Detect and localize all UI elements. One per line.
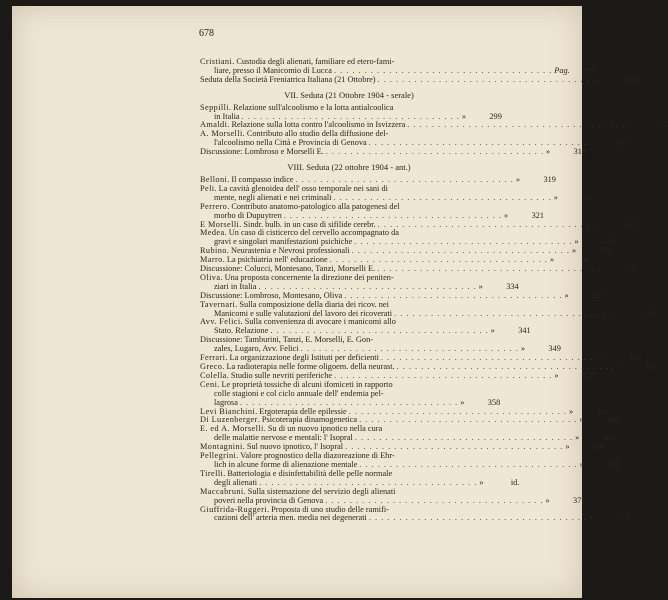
author-name: E Morselli: [200, 219, 240, 229]
dot-leader: . . . . . . . . . . . . . . . . . . . . . . . . . . . . . . . . . . . .: [333, 192, 552, 202]
author-name: E. ed A. Morselli: [200, 424, 264, 434]
book-page: [12, 6, 668, 598]
entry-title-line: Una proposta concernente la direzione dei peniten-: [224, 272, 394, 282]
dot-leader: . . . . . . . . . . . . . . . . . . . . . . . . . . . . . . . . . . . .: [368, 138, 587, 148]
author-name: Greco: [200, 362, 223, 371]
author-name: Rubino: [200, 246, 227, 256]
entry-title-line: morbo di Dupuytren: [214, 210, 282, 220]
toc-entry: Marro. La psichiatria nell' educazione . . . . . . . . . . . . . . . . . . . . . . . . . . . . . . . . . . . . » id.: [200, 255, 590, 265]
entry-title-line: gravi e singolari manifestazioni psichiche: [214, 237, 353, 247]
entry-title-line: Contributo allo studio della diffusione del-: [246, 129, 389, 139]
entry-title-line: delle malattie nervose e mentali: l' Isopral: [214, 433, 353, 443]
author-name: Cristiani: [200, 57, 233, 66]
entry-page-number: 335: [592, 290, 605, 300]
entry-title-line: lagrosa: [214, 397, 238, 407]
entry-title-line: mente, negli alienati e nei criminali: [214, 192, 332, 202]
page-marker: »: [579, 415, 584, 425]
author-name: Avv. Felici: [200, 317, 241, 327]
entry-title-line: liare, presso il Manicomio di Lucca: [214, 65, 332, 75]
dot-leader: . . . . . . . . . . . . . . . . . . . . . . . . . . . . . . . . . . . .: [325, 495, 544, 505]
page-marker: »: [575, 433, 580, 443]
entry-title-line: ziari in Italia: [214, 281, 257, 291]
toc-entry: Medea. Un caso di cisticerco del cervello accompagnato da gravi e singolari manifestazioni psichiche . . . . . . . . . . . . . . . . . . . . . . . . . . . . . . . . . . . . » 326: [200, 228, 615, 247]
toc-entry: Di Luzenberger. Psicoterapia dinamogenetica . . . . . . . . . . . . . . . . . . . . . . . . . . . . . . . . . . . . » 363: [200, 415, 620, 425]
entry-title-line: Discussione: Lombroso e Morselli E.: [200, 147, 324, 157]
entry-page-number: 319: [543, 174, 556, 184]
toc-entry: Levi Bianchini. Ergoterapia delle epilessie . . . . . . . . . . . . . . . . . . . . . . . . . . . . . . . . . . . . » 361: [200, 406, 609, 416]
author-name: Oliva: [200, 272, 221, 282]
author-name: Montagnini: [200, 442, 243, 452]
entry-title-line: Ergoterapia delle epilessie: [259, 406, 347, 416]
dot-leader: . . . . . . . . . . . . . . . . . . . . . . . . . . . . . . . . . . . .: [377, 74, 596, 84]
entry-title-line: Contributo anatomo-patologico alla patogenesi del: [231, 201, 400, 211]
entry-page-number: 321: [625, 219, 638, 229]
page-marker: »: [568, 406, 574, 416]
page-marker: »: [520, 344, 525, 354]
dot-leader: . . . . . . . . . . . . . . . . . . . . . . . . . . . . . . . . . . . .: [351, 246, 570, 256]
entry-title-line: Discussione: Colucci, Montesano, Tanzi, Morselli E.: [200, 264, 376, 274]
toc-entry: Colella. Studio sulle nevriti periferiche . . . . . . . . . . . . . . . . . . . . . . . . . . . . . . . . . . . . » 357: [200, 370, 595, 380]
entry-page-number: id.: [585, 192, 594, 202]
entry-title-line: Studio sulle nevriti periferiche: [230, 370, 333, 380]
entry-title-line: Relazione sull'alcoolismo e la lotta antialcoolica: [233, 102, 394, 112]
entry-title-line: Neurastenia e Nevrosi professionali: [231, 246, 350, 256]
toc-entry: [200, 335, 561, 354]
toc-entry: Rubino. Neurastenia e Nevrosi professionali . . . . . . . . . . . . . . . . . . . . . . . . . . . . . . . . . . . . » 331: [200, 246, 612, 256]
entry-page-number: 377: [573, 495, 586, 505]
entry-page-number: 317: [616, 138, 629, 148]
entry-page-number: 369: [607, 459, 620, 469]
author-name: Tirelli: [200, 468, 224, 478]
entry-title-line: Valore prognostico della diazoreazione di Ehr-: [240, 451, 395, 461]
entry-title-line: La psichiatria nell' educazione: [226, 255, 328, 265]
toc-entry: Montagnini. Sul nuovo ipnotico, l' Isopral . . . . . . . . . . . . . . . . . . . . . . . . . . . . . . . . . . . . » 366: [200, 442, 606, 452]
entry-page-number: 331: [599, 246, 612, 256]
dot-leader: . . . . . . . . . . . . . . . . . . . . . . . . . . . . . . . . . . . .: [380, 353, 600, 363]
entry-title-line: Sulla sistemazione del servizio degli alienati: [247, 486, 396, 496]
entry-title-line: Proposta di uno studio delle ramifi-: [271, 504, 389, 514]
page-marker: »: [553, 192, 558, 202]
dot-leader: . . . . . . . . . . . . . . . . . . . . . . . . . . . . . . . . . . . .: [344, 290, 563, 300]
author-name: Ferrari: [200, 353, 226, 363]
page-marker: »: [597, 219, 603, 229]
entry-title-line: Psicoterapia dinamogenetica: [261, 415, 358, 425]
entry-page-number: 334: [506, 281, 519, 291]
page-marker: »: [461, 111, 467, 121]
entry-page-number: 356: [644, 362, 657, 371]
entry-title-line: Sindr. bulb. in un caso di sifilide cerebr.: [243, 219, 376, 229]
toc-entry: Amaldi. Relazione sulla lotta contro l'alcoolismo in Isvizzera . . . . . . . . . . . . . . . . . . . . . . . . . . . . . . . . . . . . » 312: [200, 120, 668, 130]
page-marker: »: [579, 459, 584, 469]
dot-leader: . . . . . . . . . . . . . . . . . . . . . . . . . . . . . . . . . . . .: [329, 255, 548, 265]
dot-leader: . . . . . . . . . . . . . . . . . . . . . . . . . . . . . . . . . . . .: [359, 415, 578, 425]
author-name: Di Luzenberger: [200, 415, 258, 425]
toc-entry: Tirelli. Batteriologia e disinfettabilità delle pelle normale degli alienati . . . . . . . . . . . . . . . . . . . . . . . . . . . . . . . . . . . . » id.: [200, 468, 520, 487]
entry-page-number: id.: [510, 477, 520, 487]
author-name: Maccabruni: [200, 486, 244, 496]
dot-leader: . . . . . . . . . . . . . . . . . . . . . . . . . . . . . . . . . . . .: [354, 433, 574, 443]
dot-leader: . . . . . . . . . . . . . . . . . . . . . . . . . . . . . . . . . . . .: [239, 397, 459, 407]
entry-title-line: Sul nuovo ipnotico, l' Isopral: [246, 442, 344, 452]
author-name: Levi Bianchini: [200, 406, 256, 416]
entry-title-line: La radioterapia nelle forme oligoem. della neurast.: [226, 362, 395, 371]
page-marker: »: [574, 237, 579, 247]
page-marker: »: [589, 513, 594, 523]
page-marker: »: [504, 210, 509, 220]
toc-entry: Tavernari. Sulla composizione della diaria dei ricov. nei Manicomi e sulle valutazioni del lavoro dei ricoverati . . . . . . . . . . . . . . . . . . . . . . . . . . . . . . . . . . . . » 336: [200, 299, 655, 318]
dot-leader: . . . . . . . . . . . . . . . . . . . . . . . . . . . . . . . . . . . .: [359, 459, 578, 469]
entry-page-number: 366: [592, 442, 606, 452]
toc-entry: Giuffrida-Ruggeri. Proposta di uno studio delle ramifi- cazioni dell' arteria men. media nei degenerati . . . . . . . . . . . . . . . . . . . . . . . . . . . . . . . . . . . . » 379: [200, 504, 630, 523]
toc-entry: Greco. La radioterapia nelle forme oligoem. della neurast. . . . . . . . . . . . . . . . . . . . . . . . . . . . . . . . . . . . . » 356: [200, 362, 657, 371]
entry-title-line: l'alcoolismo nella Città e Provincia di Genova: [214, 138, 367, 148]
toc-entry: Oliva. Una proposta concernente la direzione dei peniten- ziari in Italia . . . . . . . . . . . . . . . . . . . . . . . . . . . . . . . . . . . . » 334: [200, 272, 519, 291]
entry-title-line: colle stagioni e col ciclo annuale dell' endemia pel-: [214, 388, 384, 398]
page-number: 678: [199, 28, 214, 39]
author-name: Seppilli: [200, 102, 230, 112]
page-marker: »: [479, 477, 484, 487]
dot-leader: . . . . . . . . . . . . . . . . . . . . . . . . . . . . . . . . . . . .: [325, 147, 545, 157]
entry-page-number: 349: [548, 344, 561, 354]
entry-page-number: 296: [581, 65, 595, 75]
session-heading: VIII. Seduta (22 ottobre 1904 - ant.): [287, 162, 411, 173]
entry-title-line: Manicomi e sulle valutazioni del lavoro dei ricoverati: [214, 308, 393, 318]
entry-title-line: degli alienati: [214, 477, 258, 487]
page-marker: »: [564, 290, 569, 300]
toc-entry: Seppilli. Relazione sull'alcoolismo e la lotta antialcoolica in Italia . . . . . . . . . . . . . . . . . . . . . . . . . . . . . . . . . . . . » 299: [200, 102, 502, 121]
toc-entry: Pellegrini. Valore prognostico della diazoreazione di Ehr- lich in alcune forme di alienazione mentale . . . . . . . . . . . . . . . . . . . . . . . . . . . . . . . . . . . . » 369: [200, 451, 620, 469]
dot-leader: . . . . . . . . . . . . . . . . . . . . . . . . . . . . . . . . . . . .: [377, 264, 596, 274]
entry-page-number: 363: [606, 415, 620, 425]
page-marker: »: [601, 353, 606, 363]
dot-leader: . . . . . . . . . . . . . . . . . . . . . . . . . . . . . . . . . . . .: [377, 219, 596, 229]
entry-page-number: 318: [573, 147, 587, 157]
dot-leader: . . . . . . . . . . . . . . . . . . . . . . . . . . . . . . . . . . . .: [368, 513, 588, 523]
author-name: Tavernari: [200, 299, 236, 309]
toc-entry: Avv. Felici. Sulla convenienza di avocare i manicomi allo Stato. Relazione . . . . . . . . . . . . . . . . . . . . . . . . . . . . . . . . . . . . » 341: [200, 317, 531, 336]
entry-title-line: Discussione: Tamburini, Tanzi, E. Morselli, E. Gon-: [200, 335, 373, 345]
entry-title-line: Su di un nuovo ipnotico nella cura: [267, 424, 383, 434]
entry-page-number: 336: [641, 308, 655, 318]
toc-entry: Belloni. Il compasso indice . . . . . . . . . . . . . . . . . . . . . . . . . . . . . . . . . . . . » 319: [200, 174, 556, 184]
entry-title-line: Batteriologia e disinfettabilità delle pelle normale: [227, 468, 393, 478]
dot-leader: . . . . . . . . . . . . . . . . . . . . . . . . . . . . . . . . . . . .: [333, 65, 553, 75]
entry-page-number: 365: [602, 433, 616, 443]
dot-leader: . . . . . . . . . . . . . . . . . . . . . . . . . . . . . . . . . . . .: [241, 111, 460, 121]
dot-leader: . . . . . . . . . . . . . . . . . . . . . . . . . . . . . . . . . . . .: [258, 281, 477, 291]
table-of-contents: [200, 57, 668, 523]
page-marker: »: [565, 442, 570, 452]
author-name: Perrero: [200, 201, 228, 211]
author-name: Belloni: [200, 174, 228, 184]
author-name: A. Morselli: [200, 129, 243, 139]
entry-page-number: 312: [655, 120, 668, 130]
entry-title-line: Custodia degli alienati, familiare ed etero-fami-: [236, 57, 395, 66]
entry-title-line: cazioni dell' arteria men. media nei degenerati: [214, 513, 367, 523]
dot-leader: . . . . . . . . . . . . . . . . . . . . . . . . . . . . . . . . . . . .: [270, 326, 489, 336]
toc-entry: Maccabruni. Sulla sistemazione del servizio degli alienati poveri nella provincia di Genova . . . . . . . . . . . . . . . . . . . . . . . . . . . . . . . . . . . . » 377: [200, 486, 586, 505]
page-marker: »: [478, 281, 483, 291]
entry-title-line: Sulla composizione della diaria dei ricov. nei: [239, 299, 389, 309]
entry-page-number: 379: [616, 513, 630, 523]
entry-page-number: 361: [596, 406, 609, 416]
toc-entry: Perrero. Contributo anatomo-patologico alla patogenesi del morbo di Dupuytren . . . . . . . . . . . . . . . . . . . . . . . . . . . . . . . . . . . . » 321: [200, 201, 545, 220]
toc-entry: Ferrari. La organizzazione degli Istituti per deficienti . . . . . . . . . . . . . . . . . . . . . . . . . . . . . . . . . . . . » 354: [200, 353, 642, 363]
page-marker: »: [597, 264, 602, 274]
page-marker: »: [571, 246, 577, 256]
page-marker: »: [460, 397, 465, 407]
entry-page-number: 341: [518, 326, 531, 336]
dot-leader: . . . . . . . . . . . . . . . . . . . . . . . . . . . . . . . . . . . .: [345, 442, 564, 452]
entry-page-number: 299: [489, 111, 502, 121]
page-marker: »: [490, 326, 495, 336]
page-marker: »: [545, 495, 550, 505]
dot-leader: . . . . . . . . . . . . . . . . . . . . . . . . . . . . . . . . . . . .: [354, 237, 573, 247]
dot-leader: . . . . . . . . . . . . . . . . . . . . . . . . . . . . . . . . . . . .: [394, 308, 613, 318]
entry-title-line: zales, Lugaro, Avv. Felici: [214, 344, 299, 354]
author-name: Ceni: [200, 379, 218, 389]
dot-leader: . . . . . . . . . . . . . . . . . . . . . . . . . . . . . . . . . . . .: [295, 174, 514, 184]
page-marker: »: [515, 174, 521, 184]
dot-leader: . . . . . . . . . . . . . . . . . . . . . . . . . . . . . . . . . . . .: [259, 477, 478, 487]
toc-entry: Peli. La cavità glenoidea dell' osso temporale nei sani di mente, negli alienati e nei criminali . . . . . . . . . . . . . . . . . . . . . . . . . . . . . . . . . . . . » id.: [200, 183, 594, 202]
page-marker: »: [616, 362, 622, 371]
page-marker: »: [546, 147, 551, 157]
toc-entry: [200, 147, 587, 157]
dot-leader: . . . . . . . . . . . . . . . . . . . . . . . . . . . . . . . . . . . .: [283, 210, 503, 220]
entry-title-line: Le proprietà tossiche di alcuni ifomiceti in rapporto: [221, 379, 393, 389]
author-name: Pellegrini: [200, 451, 237, 461]
page-marker: »: [554, 370, 559, 380]
toc-entry: E Morselli. Sindr. bulb. in un caso di sifilide cerebr. . . . . . . . . . . . . . . . . . . . . . . . . . . . . . . . . . . . . » 321: [200, 219, 638, 229]
author-name: Medea: [200, 228, 225, 238]
author-name: Marro: [200, 255, 223, 265]
page-marker: »: [614, 308, 619, 318]
author-name: Amaldi: [200, 120, 228, 130]
dot-leader: . . . . . . . . . . . . . . . . . . . . . . . . . . . . . . . . . . . .: [348, 406, 567, 416]
page-marker: Pag.: [554, 65, 570, 75]
toc-entry: [200, 74, 638, 85]
entry-page-number: 321: [531, 210, 545, 220]
entry-title-line: Relazione sulla lotta contro l'alcoolismo in Isvizzera: [231, 120, 406, 130]
page-marker: »: [597, 74, 602, 84]
entry-title-line: lich in alcune forme di alienazione mentale: [214, 459, 358, 469]
dot-leader: . . . . . . . . . . . . . . . . . . . . . . . . . . . . . . . . . . . .: [396, 362, 615, 371]
entry-page-number: 354: [628, 353, 642, 363]
entry-title-line: in Italia: [214, 111, 240, 121]
session-heading: VII. Seduta (21 Ottobre 1904 - serale): [284, 89, 414, 100]
dot-leader: . . . . . . . . . . . . . . . . . . . . . . . . . . . . . . . . . . . .: [407, 120, 626, 130]
entry-page-number: 357: [581, 370, 595, 380]
entry-page-number: 333: [624, 264, 638, 274]
entry-page-number: 326: [602, 237, 615, 247]
page-marker: »: [549, 255, 555, 265]
entry-title-line: La cavità glenoidea dell' osso temporale nei sani di: [218, 183, 388, 193]
entry-page-number: 358: [487, 397, 501, 407]
page-marker: »: [588, 138, 594, 148]
toc-entry: E. ed A. Morselli. Su di un nuovo ipnotico nella cura delle malattie nervose e mentali: l' Isopral . . . . . . . . . . . . . . . . . . . . . . . . . . . . . . . . . . . . » 365: [200, 424, 616, 443]
entry-title-line: Seduta della Società Freniatrica Italiana (21 Ottobre): [200, 74, 376, 84]
entry-title-line: Il compasso indice: [231, 174, 294, 184]
entry-title-line: poveri nella provincia di Genova: [214, 495, 324, 505]
toc-entry: A. Morselli. Contributo allo studio della diffusione del- l'alcoolismo nella Città e Provincia di Genova . . . . . . . . . . . . . . . . . . . . . . . . . . . . . . . . . . . . » 317: [200, 129, 629, 148]
toc-entry: Cristiani. Custodia degli alienati, familiare ed etero-fami- liare, presso il Manicomio di Lucca . . . . . . . . . . . . . . . . . . . . . . . . . . . . . . . . . . . . Pag. 296: [200, 57, 595, 75]
entry-page-number: 298: [625, 74, 638, 84]
dot-leader: . . . . . . . . . . . . . . . . . . . . . . . . . . . . . . . . . . . .: [300, 344, 519, 354]
author-name: Colella: [200, 370, 227, 380]
entry-page-number: id.: [581, 255, 590, 265]
entry-title-line: Un caso di cisticerco del cervello accompagnato da: [228, 228, 399, 238]
toc-entry: Ceni. Le proprietà tossiche di alcuni ifomiceti in rapporto colle stagioni e col ciclo annuale dell' endemia pel- lagrosa . . . . . . . . . . . . . . . . . . . . . . . . . . . . . . . . . . . . » 358: [200, 379, 501, 407]
dot-leader: . . . . . . . . . . . . . . . . . . . . . . . . . . . . . . . . . . . .: [334, 370, 553, 380]
page-marker: »: [627, 120, 632, 130]
entry-title-line: La organizzazione degli Istituti per deficienti: [229, 353, 379, 363]
entry-title-line: Stato. Relazione: [214, 326, 269, 336]
author-name: Giuffrida-Ruggeri: [200, 504, 268, 514]
entry-title-line: Discussione: Lombroso, Montesano, Oliva: [200, 290, 343, 300]
author-name: Peli: [200, 183, 215, 193]
entry-title-line: Sulla convenienza di avocare i manicomi allo: [244, 317, 396, 327]
